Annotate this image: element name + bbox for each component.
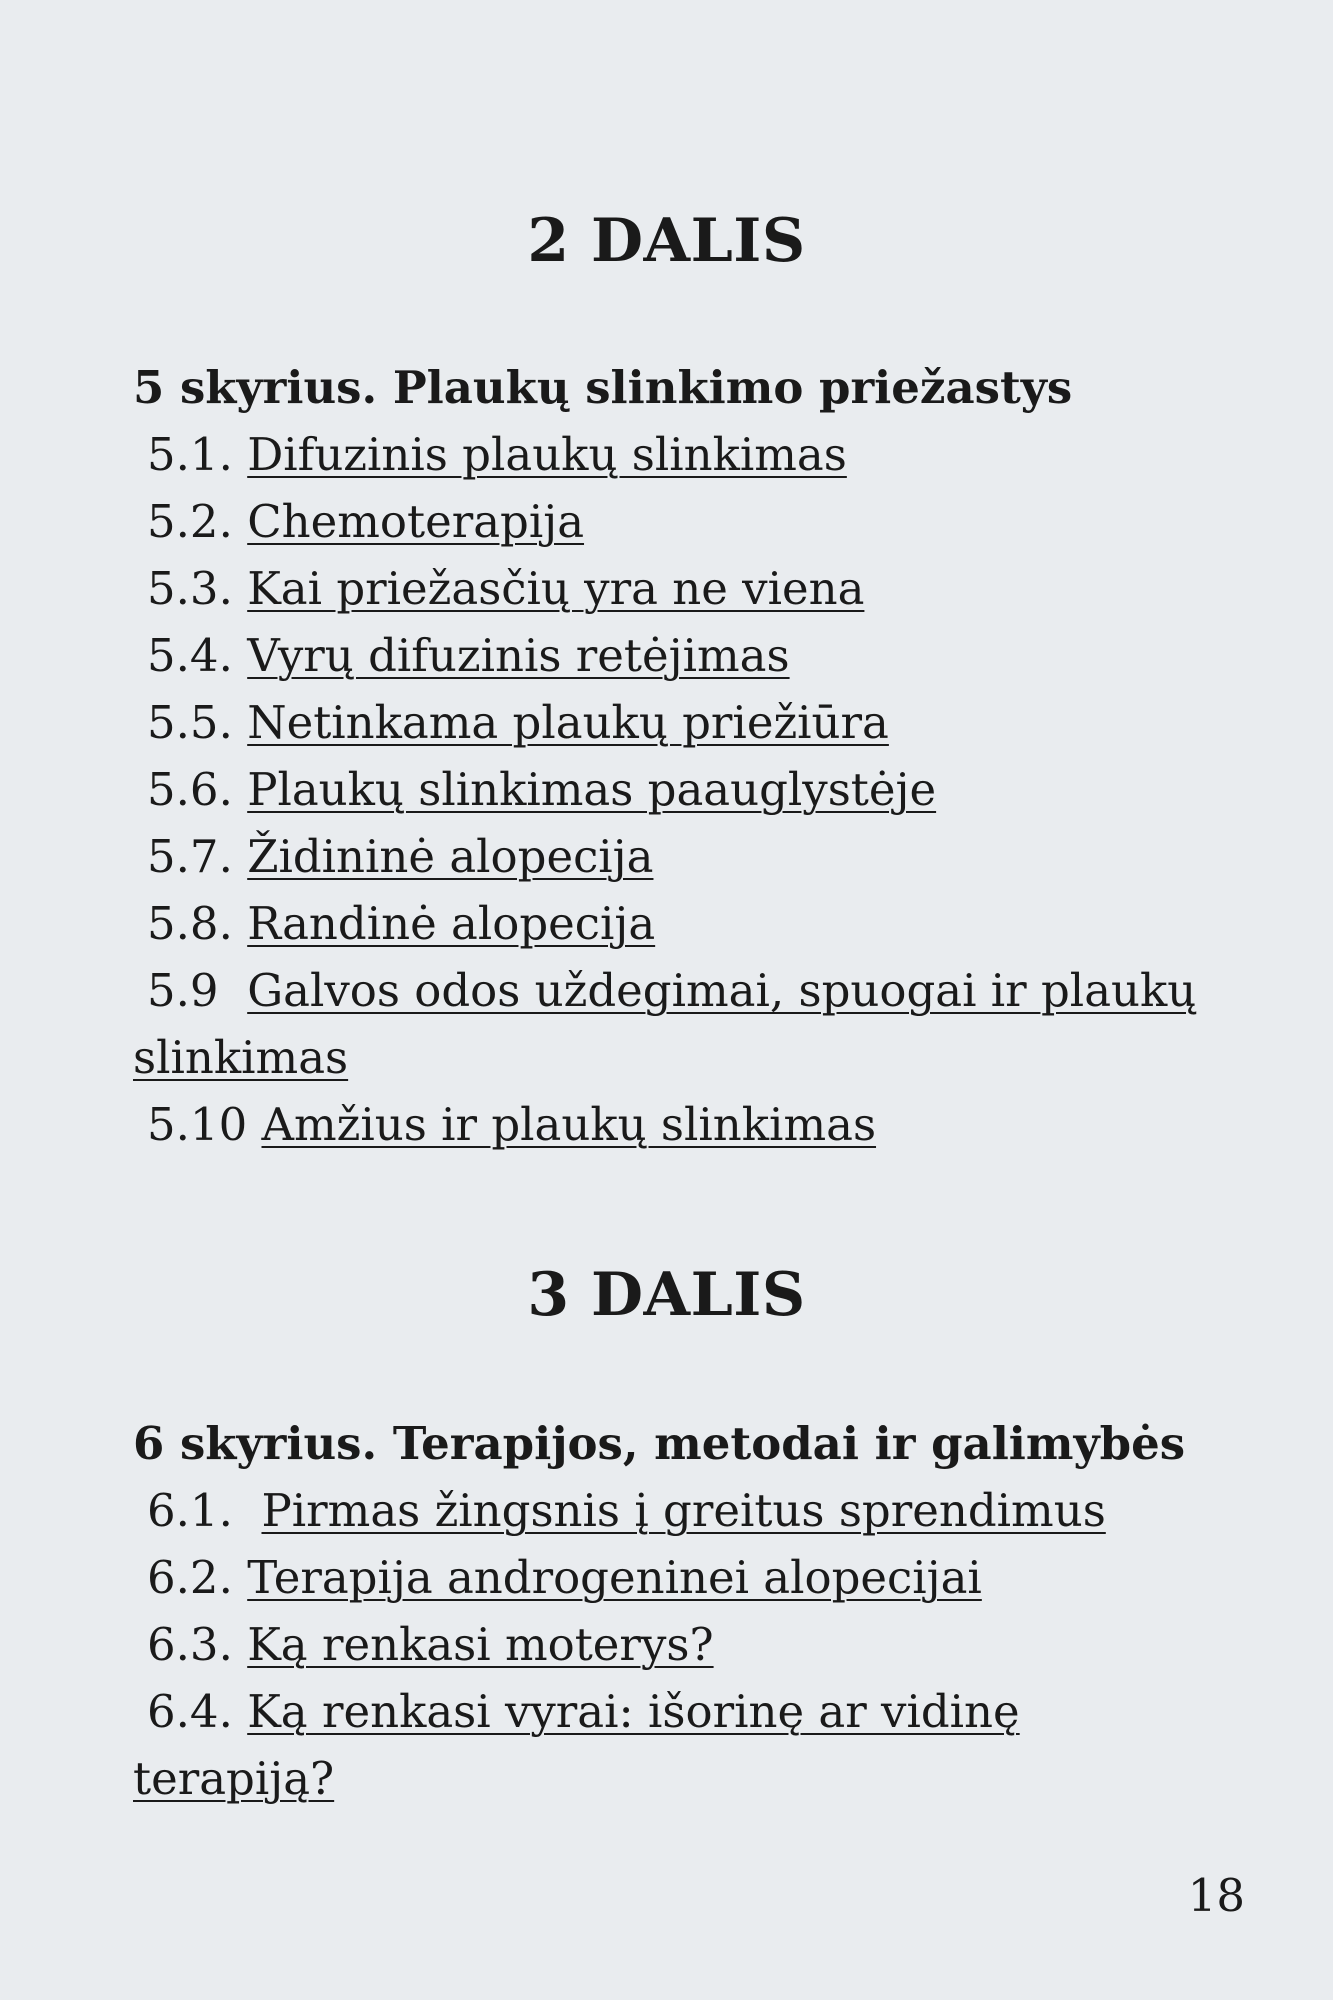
toc-item xyxy=(133,1611,1213,1678)
toc-item xyxy=(133,689,1213,756)
toc-item xyxy=(133,421,1213,488)
toc-item xyxy=(133,1477,1213,1544)
toc-item-number: 5.8. xyxy=(147,897,248,950)
part-title: 3 DALIS xyxy=(527,1260,806,1330)
toc-item xyxy=(133,488,1213,555)
toc-item xyxy=(133,1544,1213,1611)
toc-item xyxy=(133,622,1213,689)
toc-link[interactable]: Plaukų slinkimas paauglystėje xyxy=(247,763,937,816)
toc-link[interactable]: Vyrų difuzinis retėjimas xyxy=(247,629,790,682)
toc-link[interactable]: Ką renkasi moterys? xyxy=(247,1618,714,1671)
toc-link[interactable]: Netinkama plaukų priežiūra xyxy=(247,696,889,749)
toc-item-number: 5.10 xyxy=(147,1098,262,1151)
chapter-section xyxy=(133,1410,1213,1812)
toc-item xyxy=(133,1678,1213,1812)
page-number: 18 xyxy=(1187,1869,1245,1922)
toc-item-number: 6.3. xyxy=(147,1618,248,1671)
toc-item-number: 6.4. xyxy=(147,1685,248,1738)
toc-link[interactable]: Chemoterapija xyxy=(247,495,585,548)
toc-item-number: 5.5. xyxy=(147,696,248,749)
toc-link[interactable]: Amžius ir plaukų slinkimas xyxy=(261,1098,877,1151)
toc-item-number: 5.9 xyxy=(147,964,248,1017)
toc-link[interactable]: Ką renkasi vyrai: išorinę ar vidinę terapiją? xyxy=(133,1685,1020,1805)
part-title: 2 DALIS xyxy=(527,206,806,276)
toc-item xyxy=(133,890,1213,957)
toc-link[interactable]: Židininė alopecija xyxy=(247,830,654,883)
toc-list xyxy=(133,421,1213,1158)
chapter-heading: 5 skyrius. Plaukų slinkimo priežastys xyxy=(133,361,1073,414)
toc-item xyxy=(133,555,1213,622)
toc-link[interactable]: Randinė alopecija xyxy=(247,897,656,950)
toc-item-number: 5.6. xyxy=(147,763,248,816)
toc-link[interactable]: Galvos odos uždegimai, spuogai ir plaukų slinkimas xyxy=(133,964,1197,1084)
toc-link[interactable]: Kai priežasčių yra ne viena xyxy=(247,562,865,615)
toc-item xyxy=(133,1091,1213,1158)
toc-item xyxy=(133,823,1213,890)
toc-item-number: 5.4. xyxy=(147,629,248,682)
chapter-heading: 6 skyrius. Terapijos, metodai ir galimybės xyxy=(133,1417,1186,1470)
toc-item-number: 5.3. xyxy=(147,562,248,615)
toc-item-number: 6.1. xyxy=(147,1484,262,1537)
toc-link[interactable]: Pirmas žingsnis į greitus sprendimus xyxy=(261,1484,1106,1537)
toc-link[interactable]: Difuzinis plaukų slinkimas xyxy=(247,428,847,481)
toc-item-number: 6.2. xyxy=(147,1551,248,1604)
toc-list xyxy=(133,1477,1213,1812)
chapter-section xyxy=(133,354,1213,1158)
toc-item-number: 5.7. xyxy=(147,830,248,883)
toc-item-number: 5.2. xyxy=(147,495,248,548)
toc-item xyxy=(133,957,1213,1091)
toc-item-number: 5.1. xyxy=(147,428,248,481)
toc-item xyxy=(133,756,1213,823)
toc-link[interactable]: Terapija androgeninei alopecijai xyxy=(247,1551,982,1604)
